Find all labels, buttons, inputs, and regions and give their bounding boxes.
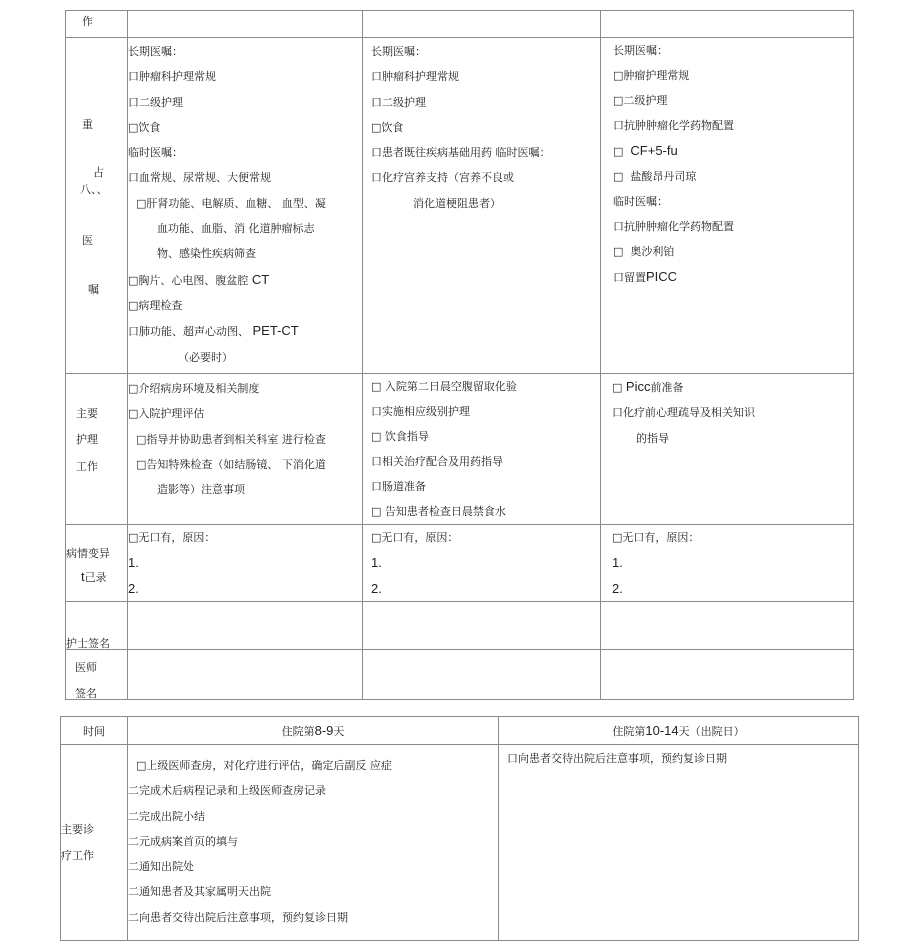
nursing-line: □ Picc前准备 [612, 379, 684, 394]
order-line: 口患者既往疾病基础用药 临时医嘱： [371, 146, 551, 160]
order-line: 口留置PICC [613, 269, 678, 284]
diagnosis-line: 二通知出院处 [128, 860, 194, 874]
variance-item-1: 1. [371, 555, 382, 571]
order-line: （必要时） [178, 350, 233, 364]
picc-text: PICC [646, 269, 678, 284]
doctor-sign-field [363, 649, 601, 699]
diagnosis-line: 二完成术后病程记录和上级医师查房记录 [128, 784, 326, 798]
order-line: □ CF+5-fu [613, 143, 678, 158]
nursing-line: □入院护理评估 [128, 407, 205, 421]
orders-col-3 [601, 38, 854, 374]
row-doctor-signature [66, 649, 854, 699]
order-line: □ 奥沙利铂 [613, 245, 675, 258]
row-header [61, 717, 859, 745]
nursing-line: 造影等）注意事项 [157, 483, 245, 497]
time-header: 时间 [61, 717, 128, 745]
nursing-line: 口实施相应级别护理 [371, 405, 470, 418]
doctor-sign-field [601, 649, 854, 699]
doctor-sign-field [128, 649, 363, 699]
day-10-14-header: 住院第10-14天（出院日） [499, 717, 859, 745]
nursing-line: 的指导 [636, 431, 669, 445]
nursing-line: 口肠道准备 [371, 480, 426, 493]
clinical-pathway-table-2 [60, 716, 859, 941]
order-line: 口抗肿肿瘤化学药物配置 [613, 119, 734, 132]
order-line: □饮食 [371, 120, 404, 134]
nursing-col-2 [363, 374, 601, 525]
nursing-label-cell: 主要 护理 工作 [66, 374, 128, 525]
variance-item-1: 1. [612, 555, 623, 571]
diagnosis-col-1 [128, 745, 499, 941]
diagnosis-line: 二向患者交待出院后注意事项，预约复诊日期 [128, 910, 348, 924]
variance-line: □无口有，原因： [371, 531, 459, 544]
variance-item-2: 2. [128, 580, 139, 596]
diagnosis-line: 二通知患者及其家属明天出院 [128, 885, 271, 899]
order-line: 口肺功能、超声心动图、 PET-CT [128, 323, 299, 339]
order-line: 血功能、血脂、消 化道肿瘤标志 [157, 222, 315, 236]
order-line: 长期医嘱： [371, 45, 426, 58]
nursing-line: □告知特殊检查（如结肠镜、 下消化道 [136, 457, 326, 471]
row-continuation [66, 11, 854, 38]
order-line: □ 盐酸昂丹司琼 [613, 170, 697, 183]
order-line: 口肿瘤科护理常规 [371, 70, 459, 84]
nurse-sign-field [601, 601, 854, 649]
variance-col-3 [601, 525, 854, 602]
diagnosis-line: □上级医师查房，对化疗进行评估，确定后副反 应症 [136, 759, 392, 772]
order-line: 消化道梗阻患者） [413, 196, 501, 210]
row-main-diagnosis-work [61, 745, 859, 941]
order-line: 临时医嘱： [613, 195, 668, 208]
nurse-sign-field [128, 601, 363, 649]
variance-item-2: 2. [612, 580, 623, 596]
nursing-line: 口相关治疗配合及用药指导 [371, 455, 503, 468]
order-line: 口抗肿肿瘤化学药物配置 [613, 220, 734, 233]
order-line: 长期医嘱： [128, 45, 183, 58]
row-nursing-work [66, 374, 854, 525]
nursing-line: □ 饮食指导 [371, 430, 429, 443]
day-8-9-header: 住院第8-9天 [128, 717, 499, 745]
doctor-sign-label-cell: 医师 签名 [66, 649, 128, 699]
order-line: □肿瘤护理常规 [613, 69, 690, 82]
order-line: 物、感染性疾病筛查 [157, 247, 256, 261]
nurse-sign-label-cell: 护士签名 [66, 601, 128, 649]
nursing-col-1 [128, 374, 363, 525]
order-line: □二级护理 [613, 94, 668, 107]
diagnosis-line: 二元成病案首页的填与 [128, 834, 238, 848]
variance-line: □无口有，原因： [128, 531, 216, 544]
nurse-sign-field [363, 601, 601, 649]
variance-item-1: 1. [128, 555, 139, 571]
nursing-line: □介绍病房环境及相关制度 [128, 382, 260, 395]
order-line: □病理检查 [128, 298, 183, 312]
nursing-line: □ 入院第二日晨空腹留取化验 [371, 380, 517, 393]
clinical-pathway-table-1 [65, 10, 854, 700]
order-line: 口肿瘤科护理常规 [128, 70, 216, 84]
row-key-orders [66, 38, 854, 374]
diagnosis-line: 口向患者交待出院后注意事项，预约复诊日期 [507, 752, 727, 765]
order-line: 口血常规、尿常规、大便常规 [128, 171, 271, 185]
order-line: 长期医嘱： [613, 44, 668, 57]
row-variance-record [66, 525, 854, 602]
order-line: 口二级护理 [128, 95, 183, 109]
orders-col-1 [128, 38, 363, 374]
order-line: 口化疗宫养支持（宫养不良或 [371, 171, 514, 185]
order-line: □饮食 [128, 120, 161, 134]
order-line: □肝肾功能、电解质、血糖、 血型、凝 [136, 196, 326, 210]
row-nurse-signature [66, 601, 854, 649]
variance-line: □无口有，原因： [612, 531, 700, 544]
diagnosis-label-cell: 主要诊 疗工作 [61, 745, 128, 941]
orders-col-2 [363, 38, 601, 374]
variance-item-2: 2. [371, 580, 382, 596]
pet-ct-text: PET-CT [252, 323, 299, 339]
nursing-line: □指导并协助患者到相关科室 进行检查 [136, 432, 326, 446]
diagnosis-col-2 [499, 745, 859, 941]
nursing-line: 口化疗前心理疏导及相关知识 [612, 406, 755, 420]
variance-col-2 [363, 525, 601, 602]
order-line: □胸片、心电图、腹盆腔 CT [128, 271, 270, 287]
ct-text: CT [251, 271, 270, 287]
nursing-line: □ 告知患者检查日晨禁食水 [371, 505, 506, 518]
order-line: 临时医嘱： [128, 146, 183, 160]
variance-col-1 [128, 525, 363, 602]
diagnosis-line: 二完成出院小结 [128, 809, 205, 823]
variance-label-cell: 病情变异 t己录 [66, 525, 128, 602]
order-line: 口二级护理 [371, 95, 426, 109]
orders-label-cell: 重 占 八、、 医 嘱 [66, 38, 128, 374]
row-label-zuo: 作 [66, 11, 128, 38]
nursing-col-3 [601, 374, 854, 525]
